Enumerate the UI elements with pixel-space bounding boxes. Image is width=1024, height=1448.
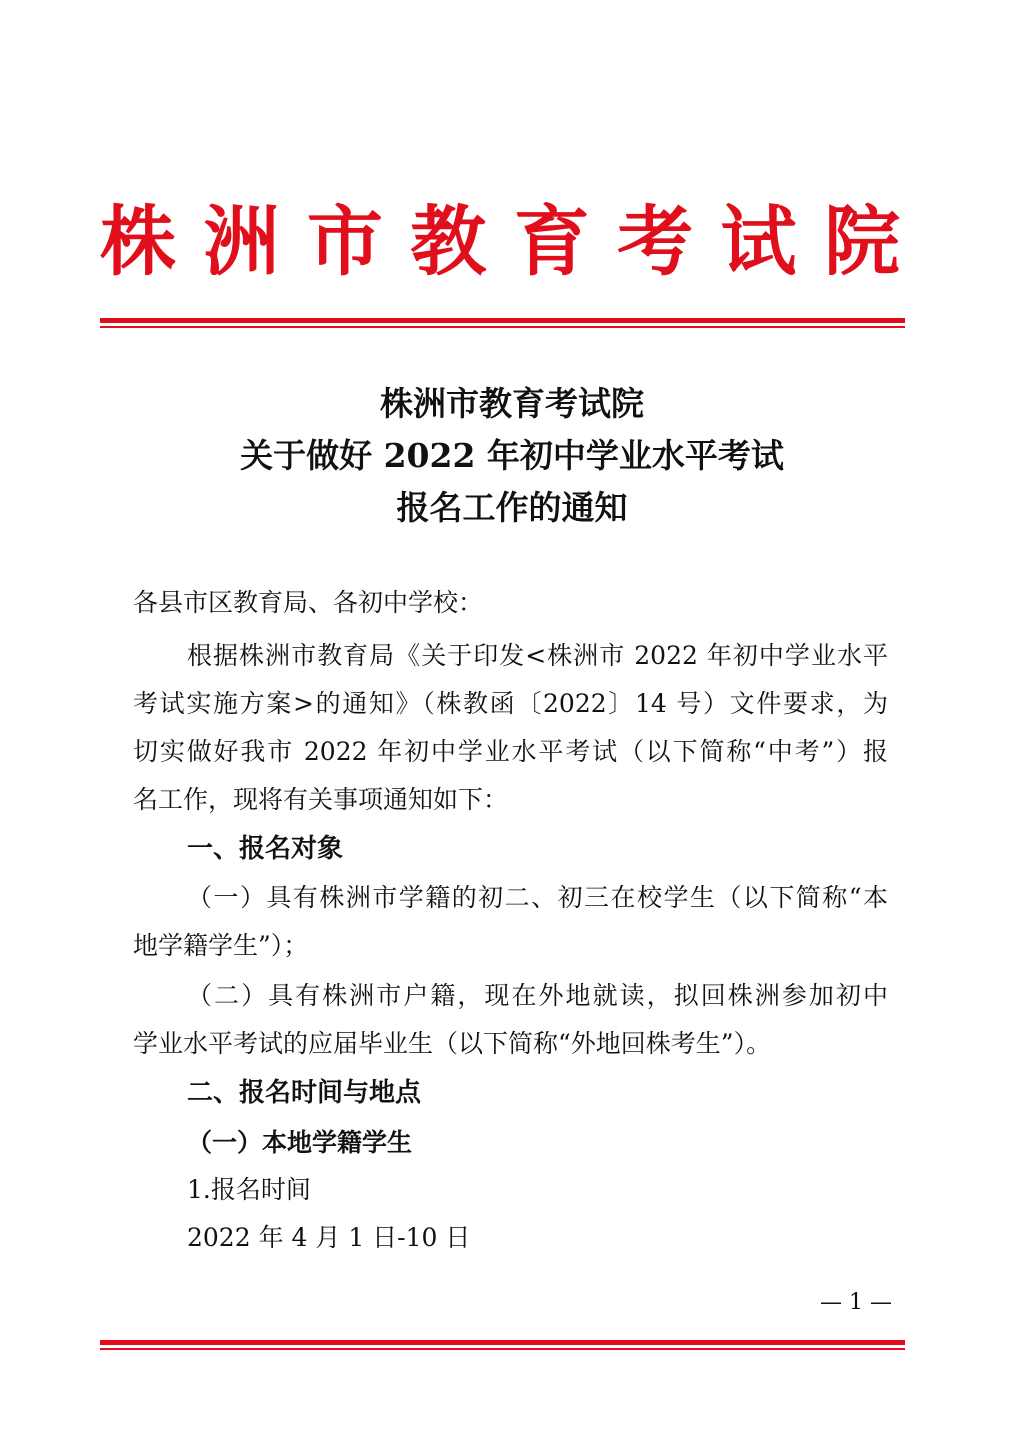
- masthead-char: 教: [410, 197, 487, 286]
- item-value: 2022 年 4 月 1 日-10 日: [187, 1223, 471, 1252]
- header-divider: [100, 318, 905, 328]
- masthead-char: 市: [306, 197, 383, 286]
- masthead-char: 考: [617, 197, 694, 286]
- masthead-title: [100, 192, 900, 292]
- page-number: — 1 —: [820, 1290, 892, 1315]
- document-title-line1: 株洲市教育考试院: [380, 384, 644, 423]
- salutation: 各县市区教育局、各初中学校：: [133, 588, 484, 617]
- intro-line: 根据株洲市教育局《关于印发<株洲市 2022 年初中学业水平: [187, 641, 888, 670]
- document-title-line2: 关于做好 2022 年初中学业水平考试: [240, 436, 784, 475]
- section-heading: 一、报名对象: [187, 834, 344, 864]
- document-title-line3: 报名工作的通知: [396, 488, 628, 527]
- masthead-char: 洲: [203, 197, 280, 286]
- footer-divider: [100, 1340, 905, 1350]
- masthead-char: 院: [823, 197, 900, 286]
- paragraph-line: 学业水平考试的应届毕业生（以下简称“外地回株考生”）。: [133, 1029, 772, 1058]
- paragraph-line: （一）具有株洲市学籍的初二、初三在校学生（以下简称“本: [187, 883, 888, 912]
- item-label: 1.报名时间: [187, 1175, 311, 1204]
- subsection-heading: （一）本地学籍学生: [187, 1128, 413, 1157]
- intro-line: 切实做好我市 2022 年初中学业水平考试（以下简称“中考”）报: [133, 737, 888, 766]
- masthead-char: 株: [100, 197, 176, 286]
- paragraph-line: 地学籍学生”）；: [133, 931, 309, 960]
- section-heading: 二、报名时间与地点: [187, 1078, 422, 1108]
- paragraph-line: （二）具有株洲市户籍，现在外地就读，拟回株洲参加初中: [187, 981, 888, 1010]
- masthead-char: 育: [513, 197, 590, 286]
- intro-line: 名工作，现将有关事项通知如下：: [133, 785, 509, 814]
- intro-line: 考试实施方案>的通知》（株教函〔2022〕14 号）文件要求，为: [133, 689, 888, 718]
- masthead-char: 试: [720, 197, 797, 286]
